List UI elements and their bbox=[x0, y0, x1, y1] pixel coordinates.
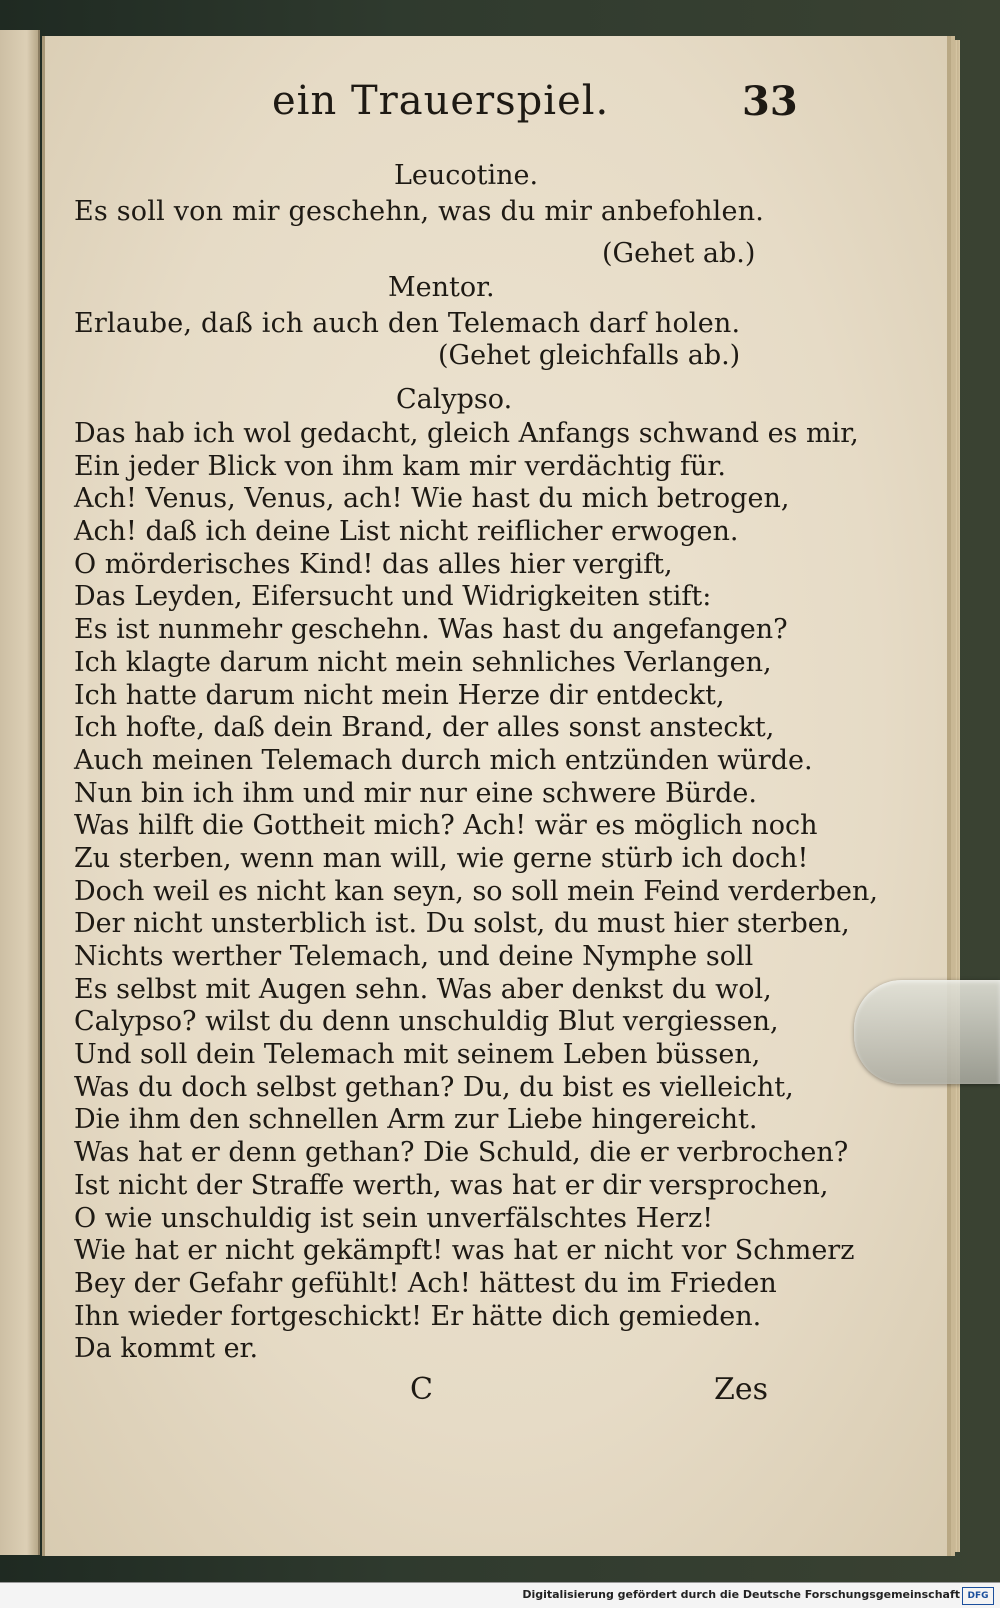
verse-line: Es selbst mit Augen sehn. Was aber denkst du wol, bbox=[74, 973, 772, 1005]
left-page-edge bbox=[0, 30, 40, 1555]
verse-line: Wie hat er nicht gekämpft! was hat er nicht vor Schmerz bbox=[74, 1235, 855, 1267]
verse-line: Das hab ich wol gedacht, gleich Anfangs schwand es mir, bbox=[74, 418, 859, 449]
verse-line: Es ist nunmehr geschehn. Was hast du angefangen? bbox=[74, 614, 788, 646]
speaker-leucotine: Leucotine. bbox=[394, 160, 539, 191]
verse-line: Der nicht unsterblich ist. Du solst, du must hier sterben, bbox=[74, 908, 850, 940]
verse-line: Ich hatte darum nicht mein Herze dir entdeckt, bbox=[74, 679, 725, 711]
signature-mark: C bbox=[410, 1372, 433, 1407]
verse-line: Ach! Venus, Venus, ach! Wie hast du mich betrogen, bbox=[74, 483, 790, 515]
page-clip-tab bbox=[854, 980, 1000, 1084]
stage-direction: (Gehet ab.) bbox=[602, 238, 756, 269]
footer-bar bbox=[0, 1582, 1000, 1608]
speaker-calypso: Calypso. bbox=[396, 384, 513, 415]
verse-line: Doch weil es nicht kan seyn, so soll mein Feind verderben, bbox=[74, 875, 878, 907]
verse-line: O mörderisches Kind! das alles hier vergift, bbox=[74, 548, 673, 580]
verse-line: Da kommt er. bbox=[74, 1333, 259, 1365]
verse-line: Ich hofte, daß dein Brand, der alles sonst ansteckt, bbox=[74, 712, 775, 744]
footer-credit: Digitalisierung gefördert durch die Deutsche Forschungsgemeinschaft bbox=[522, 1588, 960, 1601]
verse-line: Ich klagte darum nicht mein sehnliches Verlangen, bbox=[74, 646, 772, 678]
verse-line: Ein jeder Blick von ihm kam mir verdächtig für. bbox=[74, 450, 726, 482]
verse-line: Und soll dein Telemach mit seinem Leben büssen, bbox=[74, 1039, 761, 1071]
catchword: Zes bbox=[714, 1372, 768, 1407]
page-stack-edge bbox=[946, 40, 960, 1552]
verse-line: Zu sterben, wenn man will, wie gerne stürb ich doch! bbox=[74, 842, 809, 874]
calypso-monologue bbox=[74, 418, 878, 1366]
verse-line: Nichts werther Telemach, und deine Nymphe soll bbox=[74, 941, 754, 972]
dfg-logo: DFG bbox=[962, 1587, 994, 1605]
verse-line: Nun bin ich ihm und mir nur eine schwere Bürde. bbox=[74, 777, 757, 809]
speaker-mentor: Mentor. bbox=[388, 272, 495, 303]
verse-line: Was hat er denn gethan? Die Schuld, die er verbrochen? bbox=[74, 1137, 849, 1169]
page-number: 33 bbox=[742, 78, 798, 125]
verse-line: Was hilft die Gottheit mich? Ach! wär es möglich noch bbox=[74, 810, 818, 842]
verse-line: Die ihm den schnellen Arm zur Liebe hingereicht. bbox=[74, 1104, 758, 1136]
running-head: ein Trauerspiel. bbox=[272, 78, 610, 124]
verse-line: Was du doch selbst gethan? Du, du bist es vielleicht, bbox=[74, 1071, 794, 1103]
stage-direction: (Gehet gleichfalls ab.) bbox=[438, 340, 741, 371]
verse-line: Ist nicht der Straffe werth, was hat er dir versprochen, bbox=[74, 1169, 829, 1201]
verse-line: Calypso? wilst du denn unschuldig Blut vergiessen, bbox=[74, 1006, 779, 1038]
verse-line: Auch meinen Telemach durch mich entzünden würde. bbox=[74, 744, 813, 776]
verse-line: Erlaube, daß ich auch den Telemach darf holen. bbox=[74, 308, 741, 339]
verse-line: Es soll von mir geschehn, was du mir anbefohlen. bbox=[74, 196, 765, 227]
verse-line: Ihn wieder fortgeschickt! Er hätte dich gemieden. bbox=[74, 1300, 762, 1332]
verse-line: Ach! daß ich deine List nicht reiflicher erwogen. bbox=[74, 516, 739, 548]
verse-line: O wie unschuldig ist sein unverfälschtes Herz! bbox=[74, 1202, 714, 1234]
verse-line: Bey der Gefahr gefühlt! Ach! hättest du im Frieden bbox=[74, 1267, 777, 1299]
verse-line: Das Leyden, Eifersucht und Widrigkeiten stift: bbox=[74, 581, 712, 613]
